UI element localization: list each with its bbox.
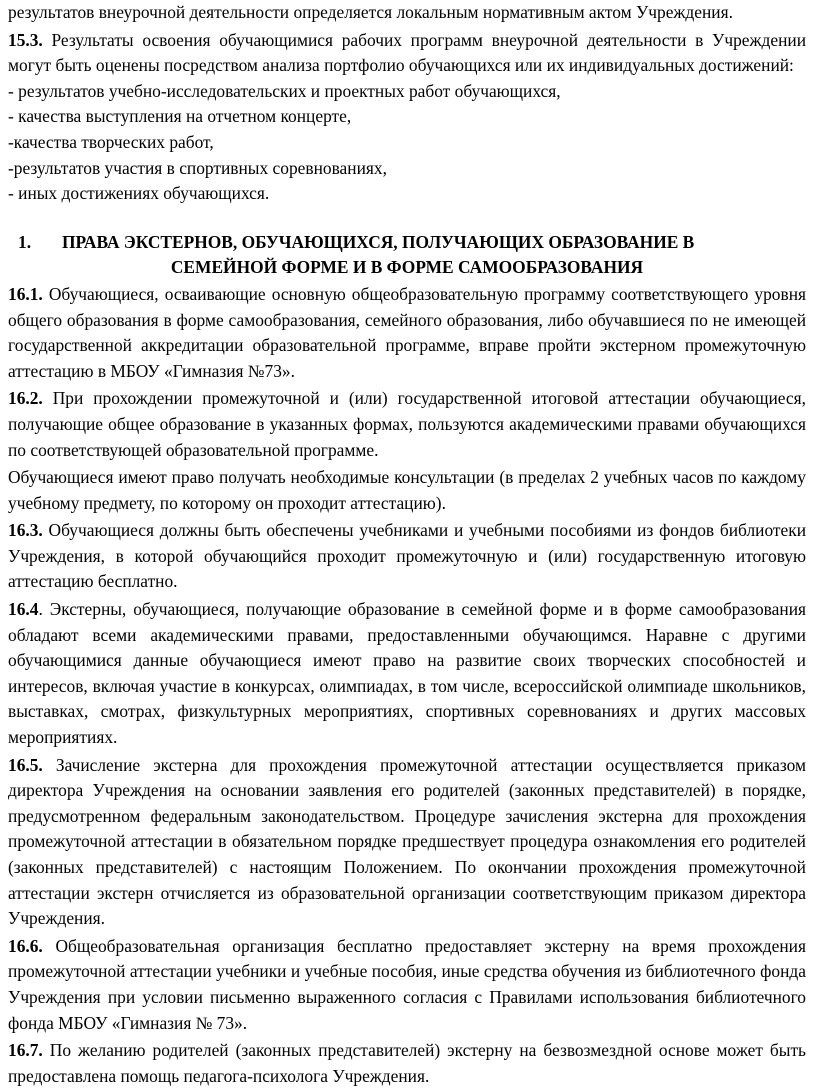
paragraph-number: 16.3. [8, 520, 43, 541]
paragraph-number: 16.2. [8, 388, 43, 409]
paragraph-16-3 [8, 518, 806, 595]
paragraph-number: 16.7. [8, 1040, 43, 1061]
paragraph-number: 16.5. [8, 754, 43, 775]
section-heading [8, 230, 806, 281]
list-item: - иных достижениях обучающихся. [8, 183, 270, 204]
paragraph-text: Зачисление экстерна для прохождения промежуточной аттестации осуществляется приказом директора Учреждения на основании заявления его родителей (законных представителей) в порядке, предусмотренном федеральным законодательством. Процедуре зачисления экстерна для прохождения промежуточной аттестации в обязательном порядке предшествует процедура ознакомления его родителей (законных представителей) с настоящим Положением. По окончании прохождения промежуточной аттестации экстерн отчисляется из образовательной организации соответствующим приказом директора Учреждения. [8, 754, 806, 929]
list-item: -результатов участия в спортивных соревнованиях, [8, 157, 387, 178]
paragraph-text: Обучающиеся, осваивающие основную общеобразовательную программу соответствующего уровня общего образования в форме самообразования, семейного образования, либо обучавшиеся по не имеющей государственной аккредитации образовательной программе, вправе пройти экстерном промежуточную аттестацию в МБОУ «Гимназия №73». [8, 283, 806, 381]
paragraph-text: Обучающиеся имеют право получать необходимые консультации (в пределах 2 учебных часов по каждому учебному предмету, по которому он проходит аттестацию). [8, 467, 806, 513]
list-item: - качества выступления на отчетном концерте, [8, 106, 352, 127]
list-item: - результатов учебно-исследовательских и проектных работ обучающихся, [8, 80, 561, 101]
achievements-list [8, 79, 806, 207]
paragraph-16-5 [8, 753, 806, 932]
intro-paragraph [8, 0, 806, 26]
paragraph-number: 16.1. [8, 283, 43, 304]
paragraph-text: По желанию родителей (законных представителей) экстерну на безвозмездной основе может быть предоставлена помощь педагога-психолога Учреждения. [8, 1040, 806, 1086]
paragraph-16-4 [8, 597, 806, 751]
paragraph-consultations [8, 465, 806, 516]
paragraph-16-7 [8, 1038, 806, 1089]
paragraph-text: Результаты освоения обучающимися рабочих программ внеурочной деятельности в Учреждении могут быть оценены посредством анализа портфолио обучающихся или их индивидуальных достижений: [8, 29, 806, 76]
paragraph-number: 16.4 [8, 599, 39, 620]
heading-number: 1. [18, 231, 32, 252]
intro-text: результатов внеурочной деятельности определяется локальным нормативным актом Учреждения. [8, 2, 733, 22]
paragraph-16-2 [8, 386, 806, 463]
paragraph-number: 15.3. [8, 29, 43, 50]
paragraph-15-3 [8, 28, 806, 79]
paragraph-text: . Экстерны, обучающиеся, получающие образование в семейной форме и в форме самообразования обладают всеми академическими правами, предоставленными обучающимся. Наравне с другими обучающимися данные обучающиеся имеют право на развитие своих творческих способностей и интересов, включая участие в конкурсах, олимпиадах, в том числе, всероссийской олимпиаде школьников, выставках, смотрах, физкультурных мероприятиях, спортивных соревнованиях и других массовых мероприятиях. [8, 599, 806, 748]
paragraph-text: При прохождении промежуточной и (или) государственной итоговой аттестации обучающиеся, получающие общее образование в указанных формах, пользуются академическими правами обучающихся по соответствующей образовательной программе. [8, 388, 806, 460]
paragraph-text: Обучающиеся должны быть обеспечены учебниками и учебными пособиями из фондов библиотеки Учреждения, в которой обучающийся проходит промежуточную и (или) государственную итоговую аттестацию бесплатно. [8, 520, 806, 592]
section-body [8, 282, 806, 1089]
list-item: -качества творческих работ, [8, 131, 214, 152]
heading-line-1: ПРАВА ЭКСТЕРНОВ, ОБУЧАЮЩИХСЯ, ПОЛУЧАЮЩИХ ОБРАЗОВАНИЕ В [62, 231, 695, 252]
paragraph-16-6 [8, 934, 806, 1036]
paragraph-16-1 [8, 282, 806, 384]
paragraph-text: Общеобразовательная организация бесплатно предоставляет экстерну на время прохождения промежуточной аттестации учебники и учебные пособия, иные средства обучения из библиотечного фонда Учреждения при условии письменно выраженного согласия с Правилами использования библиотечного фонда МБОУ «Гимназия № 73». [8, 935, 806, 1033]
heading-line-2: СЕМЕЙНОЙ ФОРМЕ И В ФОРМЕ САМООБРАЗОВАНИЯ [170, 257, 644, 278]
paragraph-number: 16.6. [8, 935, 43, 956]
